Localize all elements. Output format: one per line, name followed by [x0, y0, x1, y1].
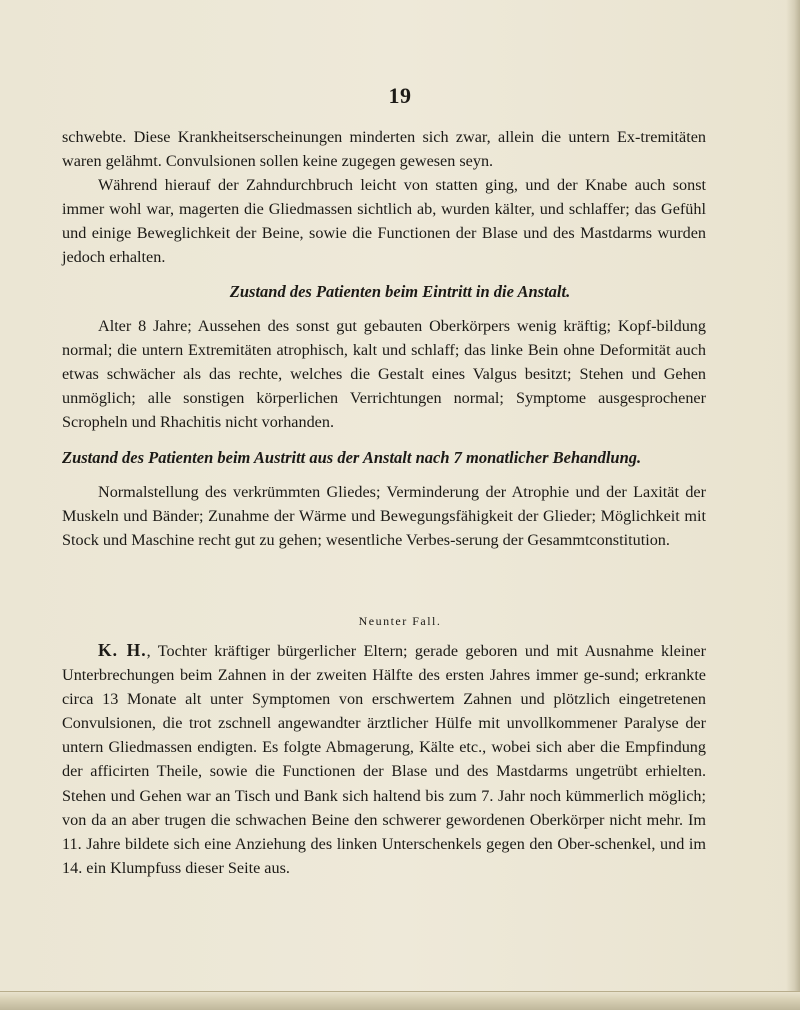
paragraph-4-block: [62, 480, 706, 552]
patient-initials: K. H.: [98, 640, 147, 660]
page-edge-bottom: [0, 991, 800, 1010]
paragraph-1-block: [62, 125, 706, 270]
paragraph-1: schwebte. Diese Krankheitserscheinungen minderten sich zwar, allein die untern Ex-tremitäten waren gelähmt. Convulsionen sollen keine zugegen gewesen seyn.: [62, 128, 706, 171]
paragraph-5-text: , Tochter kräftiger bürgerlicher Eltern; gerade geboren und mit Ausnahme kleiner Unterbrechungen beim Zahnen in der zweiten Hälfte des ersten Jahres immer ge-sund; erkrankte circa 13 Monate alt unter Symptomen von erschwertem Zahnen und plötzlich eingetretenen Convulsionen, die trot zschnell angewandter ärztlicher Hülfe mit unvollkommener Paralyse der untern Gliedmassen endigten. Es folgte Abmagerung, Kälte etc., wobei sich aber die Empfindung der afficirten Theile, sowie die Functionen der Blase und des Mastdarms ungetrübt erhielten. Stehen und Gehen war an Tisch und Bank sich haltend bis zum 7. Jahr noch kümmerlich möglich; von da an aber trugen die schwachen Beine den schwerer gewordenen Oberkörper nicht mehr. Im 11. Jahre bildete sich eine Anziehung des linken Unterschenkels gegen den Ober-schenkel, und im 14. ein Klumpfuss dieser Seite aus.: [62, 642, 706, 877]
page-number: 19: [388, 83, 412, 108]
page-edge-right: [786, 0, 800, 1010]
paragraph-5: [62, 638, 706, 880]
heading-exit-state: Zustand des Patienten beim Austritt aus der Anstalt nach 7 monatlicher Behandlung.: [62, 448, 642, 467]
paragraph-3: Alter 8 Jahre; Aussehen des sonst gut gebauten Oberkörpers wenig kräftig; Kopf-bildung normal; die untern Extremitäten atrophisch, kalt und schlaff; das linke Bein ohne Deformität auch etwas schwächer als das rechte, welches die Gestalt eines Valgus besitzt; Stehen und Gehen unmöglich; alle sonstigen körperlichen Verrichtungen normal; Symptome ausgesprochener Scropheln und Rhachitis nicht vorhanden.: [62, 317, 706, 432]
paragraph-4: Normalstellung des verkrümmten Gliedes; Verminderung der Atrophie und der Laxität der Muskeln und Bänder; Zunahme der Wärme und Bewegungsfähigkeit der Glieder; Möglichkeit mit Stock und Maschine recht gut zu gehen; wesentliche Verbes-serung der Gesammtconstitution.: [62, 483, 706, 550]
paragraph-3-block: [62, 314, 706, 434]
heading-entry-state: Zustand des Patienten beim Eintritt in die Anstalt.: [229, 282, 571, 301]
paragraph-5-block: [62, 638, 706, 880]
paragraph-2: Während hierauf der Zahndurchbruch leicht von statten ging, und der Knabe auch sonst immer wohl war, magerten die Gliedmassen sichtlich ab, wurden kälter, und schlaffer; das Gefühl und einige Beweglichkeit der Beine, sowie die Functionen der Blase und des Mastdarms wurden jedoch erhalten.: [62, 176, 706, 267]
case-title: Neunter Fall.: [358, 614, 442, 628]
